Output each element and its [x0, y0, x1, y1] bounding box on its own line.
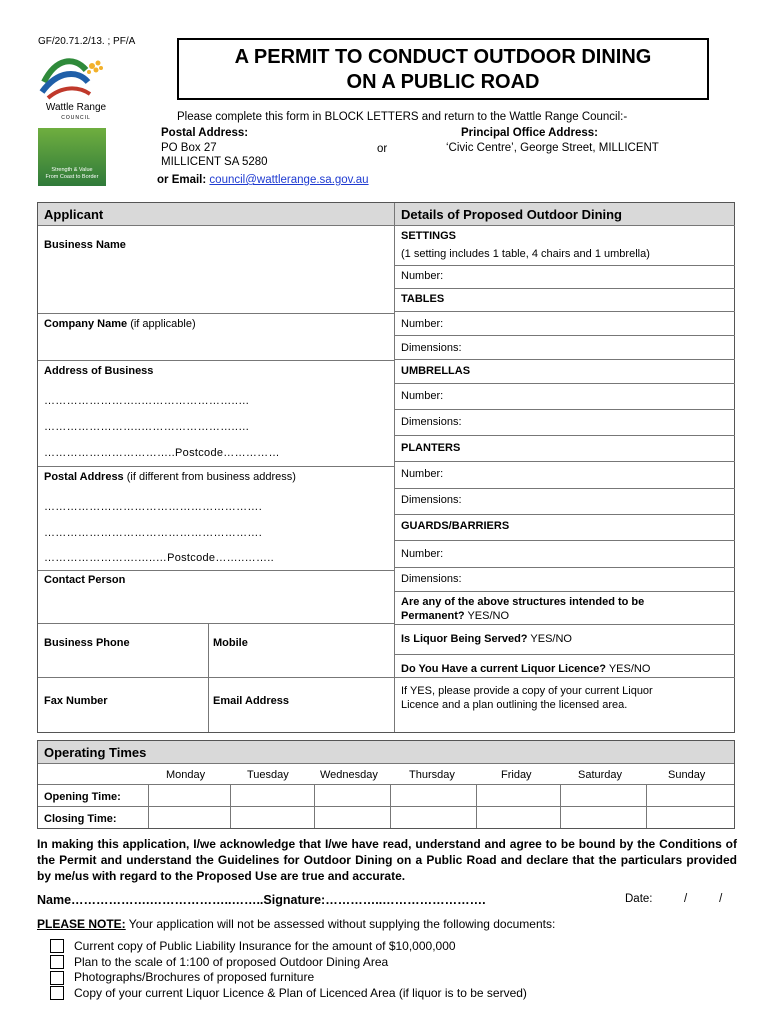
- logo-name: Wattle Range: [45, 102, 107, 113]
- day-wednesday: Wednesday: [320, 769, 378, 781]
- postal-line2: MILLICENT SA 5280: [161, 156, 268, 168]
- business-address-line1[interactable]: ……………………..……………………..…: [44, 395, 250, 407]
- opening-time-label: Opening Time:: [44, 791, 121, 803]
- day-saturday: Saturday: [578, 769, 623, 781]
- planters-label: PLANTERS: [401, 442, 461, 454]
- application-grid: [37, 202, 735, 733]
- tables-number: Number:: [401, 318, 444, 330]
- business-phone-label: Business Phone: [44, 637, 130, 649]
- day-friday: Friday: [501, 769, 532, 781]
- liquor-question: Is Liquor Being Served? YES/NO: [401, 633, 572, 645]
- settings-number: Number:: [401, 270, 444, 282]
- logo-tagline: Strength & Value From Coast to Border: [45, 167, 99, 180]
- business-postcode-line[interactable]: ……………………………..Postcode……………: [44, 447, 280, 459]
- doc-item-2: Plan to the scale of 1:100 of proposed Outdoor Dining Area: [74, 955, 389, 969]
- postal-label: Postal Address:: [161, 127, 249, 139]
- date-field[interactable]: / /: [684, 893, 723, 905]
- please-note: PLEASE NOTE: Your application will not be assessed without supplying the following documents:: [37, 917, 556, 931]
- doc-item-4: Copy of your current Liquor Licence & Plan of Licenced Area (if liquor is to be served): [74, 986, 527, 1000]
- tables-label: TABLES: [401, 293, 445, 305]
- licence-question: Do You Have a current Liquor Licence? YES/NO: [401, 663, 651, 675]
- email-line: [157, 174, 369, 186]
- postal-address-line2[interactable]: ………………………………………………….: [44, 527, 263, 539]
- postal-address-label: Postal Address (if different from business address): [44, 471, 296, 483]
- umbrellas-dimensions: Dimensions:: [401, 416, 462, 428]
- council-email-link[interactable]: council@wattlerange.sa.gov.au: [209, 174, 369, 186]
- closing-time-label: Closing Time:: [44, 813, 117, 825]
- company-name-label: Company Name (if applicable): [44, 318, 196, 330]
- date-label: Date:: [625, 893, 653, 905]
- logo-council: COUNCIL: [61, 115, 91, 121]
- doc-checkbox-3[interactable]: [50, 971, 64, 985]
- operating-heading: Operating Times: [44, 745, 147, 760]
- day-sunday: Sunday: [668, 769, 706, 781]
- details-heading: Details of Proposed Outdoor Dining: [401, 207, 622, 222]
- doc-item-3: Photographs/Brochures of proposed furniture: [74, 970, 315, 984]
- form-reference: GF/20.71.2/13. ; PF/A: [38, 36, 136, 47]
- settings-label: SETTINGS: [401, 230, 457, 242]
- business-address-label: Address of Business: [44, 365, 154, 377]
- planters-dimensions: Dimensions:: [401, 494, 462, 506]
- applicant-heading: Applicant: [44, 207, 104, 222]
- postal-line1: PO Box 27: [161, 142, 217, 154]
- doc-checkbox-4[interactable]: [50, 986, 64, 1000]
- instructions: Please complete this form in BLOCK LETTERS and return to the Wattle Range Council:-: [177, 111, 628, 123]
- guards-label: GUARDS/BARRIERS: [401, 520, 510, 532]
- day-tuesday: Tuesday: [247, 769, 289, 781]
- tables-dimensions: Dimensions:: [401, 342, 462, 354]
- planters-number: Number:: [401, 468, 444, 480]
- umbrellas-label: UMBRELLAS: [401, 365, 471, 377]
- operating-times-table: [37, 740, 735, 829]
- umbrellas-number: Number:: [401, 390, 444, 402]
- principal-label: Principal Office Address:: [461, 127, 598, 139]
- postal-postcode-line[interactable]: …………………….…..…Postcode……..……..: [44, 552, 274, 564]
- principal-line1: ‘Civic Centre’, George Street, MILLICENT: [446, 142, 659, 154]
- contact-person-label: Contact Person: [44, 574, 126, 586]
- mobile-label: Mobile: [213, 637, 248, 649]
- business-name-label: Business Name: [44, 239, 126, 251]
- declaration-text: In making this application, I/we acknowledge that I/we have read, understand and agree to be bound by the Conditions of the Permit and understand the Guidelines for Outdoor Dining on a Public Road and declare that the particulars provided by me/us with regard to the Proposed Use are true and accurate.: [37, 837, 737, 883]
- name-signature-line[interactable]: Name……………….………………..……..Signature:…………..…………………….: [37, 893, 486, 907]
- postal-address-line1[interactable]: ………………………………………………….: [44, 501, 263, 513]
- guards-dimensions: Dimensions:: [401, 573, 462, 585]
- email-address-label: Email Address: [213, 695, 290, 707]
- email-prefix: or Email:: [157, 174, 207, 186]
- day-monday: Monday: [166, 769, 206, 781]
- doc-checkbox-2[interactable]: [50, 955, 64, 969]
- doc-item-1: Current copy of Public Liability Insurance for the amount of $10,000,000: [74, 939, 456, 953]
- please-note-label: PLEASE NOTE:: [37, 917, 126, 931]
- business-address-line2[interactable]: ……………………..……………………..…: [44, 421, 250, 433]
- form-title: A PERMIT TO CONDUCT OUTDOOR DINING ON A PUBLIC ROAD: [177, 38, 709, 100]
- licence-note: If YES, please provide a copy of your current Liquor Licence and a plan outlining the licensed area.: [401, 685, 653, 711]
- permanent-question: Are any of the above structures intended to be Permanent? YES/NO: [401, 596, 645, 622]
- doc-checkbox-1[interactable]: [50, 939, 64, 953]
- or-label: or: [377, 143, 388, 155]
- fax-number-label: Fax Number: [44, 695, 108, 707]
- day-thursday: Thursday: [409, 769, 455, 781]
- settings-note: (1 setting includes 1 table, 4 chairs and 1 umbrella): [401, 248, 650, 260]
- guards-number: Number:: [401, 548, 444, 560]
